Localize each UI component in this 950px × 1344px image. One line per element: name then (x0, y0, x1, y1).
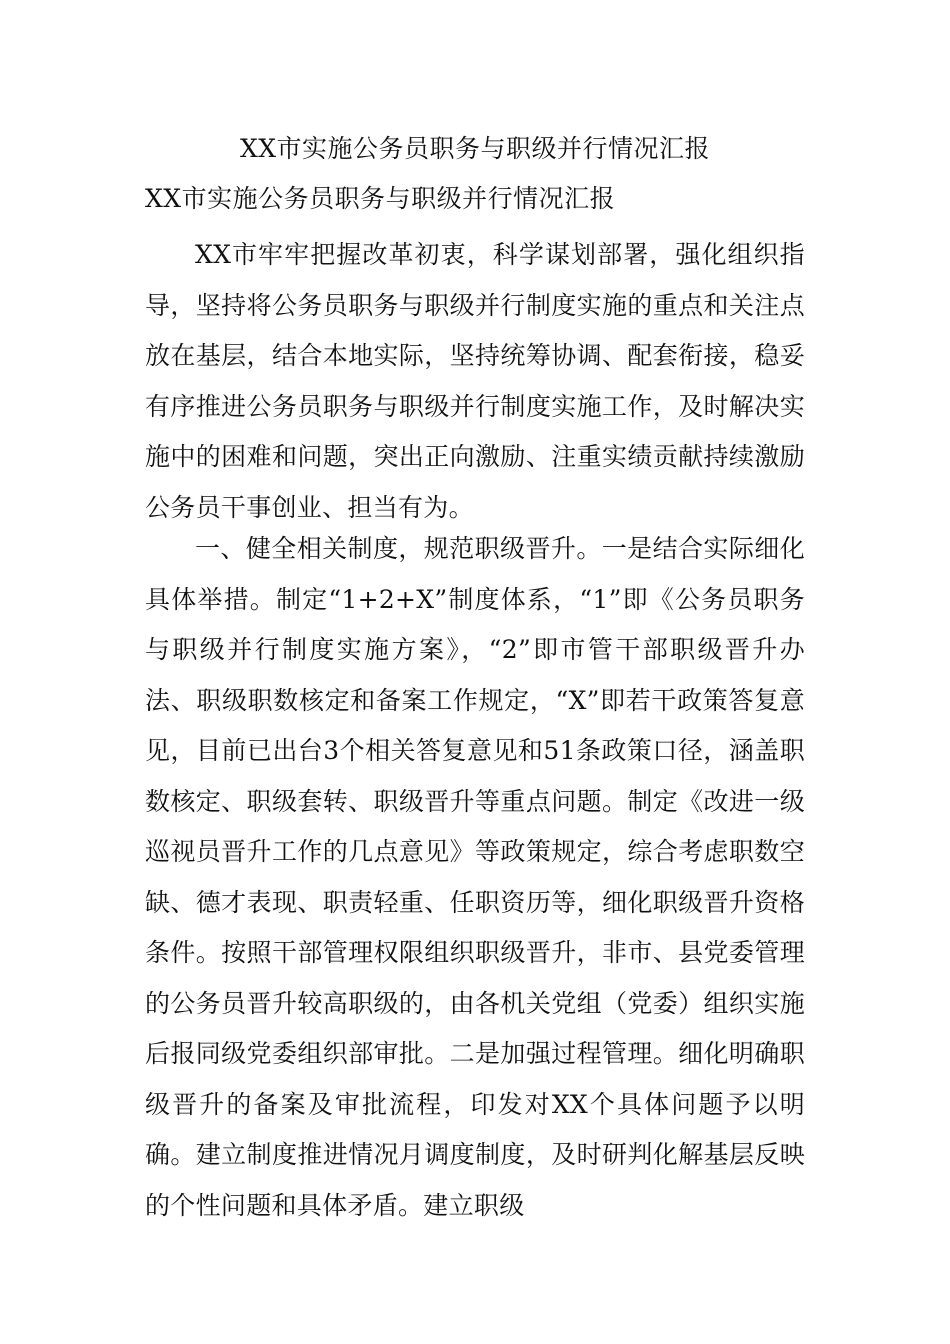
body-paragraph: 一、健全相关制度，规范职级晋升。一是结合实际细化具体举措。制定“1+2+X”制度体系，“1”即《公务员职务与职级并行制度实施方案》，“2”即市管干部职级晋升办法、职级职数核定和备案工作规定，“X”即若干政策答复意见，目前已出台3个相关答复意见和51条政策口径，涵盖职数核定、职级套转、职级晋升等重点问题。制定《改进一级巡视员晋升工作的几点意见》等政策规定，综合考虑职数空缺、德才表现、职责轻重、任职资历等，细化职级晋升资格条件。按照干部管理权限组织职级晋升，非市、县党委管理的公务员晋升较高职级的，由各机关党组（党委）组织实施后报同级党委组织部审批。二是加强过程管理。细化明确职级晋升的备案及审批流程，印发对XX个具体问题予以明确。建立制度推进情况月调度制度，及时研判化解基层反映的个性问题和具体矛盾。建立职级 (145, 534, 805, 1220)
document-subtitle: XX市实施公务员职务与职级并行情况汇报 (145, 184, 616, 213)
body-paragraph: XX市牢牢把握改革初衷，科学谋划部署，强化组织指导，坚持将公务员职务与职级并行制度实施的重点和关注点放在基层，结合本地实际，坚持统筹协调、配套衔接，稳妥有序推进公务员职务与职级并行制度实施工作，及时解决实施中的困难和问题，突出正向激励、注重实绩贡献持续激励公务员干事创业、担当有为。 (145, 240, 805, 522)
document-title: XX市实施公务员职务与职级并行情况汇报 (239, 134, 711, 163)
